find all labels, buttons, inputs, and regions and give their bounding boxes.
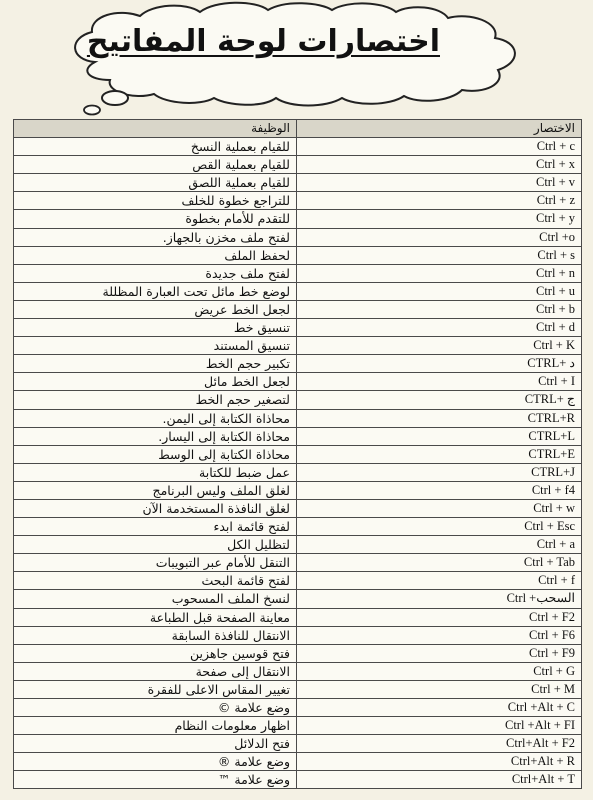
- shortcut-cell: Ctrl +Alt + C: [297, 699, 582, 717]
- shortcut-cell: Ctrl + M: [297, 680, 582, 698]
- table-row: [14, 409, 582, 427]
- table-row: [14, 156, 582, 174]
- function-cell: للقيام بعملية النسخ: [14, 138, 297, 156]
- shortcut-cell: Ctrl + G: [297, 662, 582, 680]
- function-cell: محاذاة الكتابة إلى الوسط: [14, 445, 297, 463]
- shortcuts-table: [13, 119, 582, 789]
- table-row: [14, 554, 582, 572]
- function-cell: للتراجع خطوة للخلف: [14, 192, 297, 210]
- shortcut-cell: Ctrl + z: [297, 192, 582, 210]
- shortcut-cell: Ctrl + d: [297, 319, 582, 337]
- shortcut-cell: Ctrl + y: [297, 210, 582, 228]
- shortcut-cell: Ctrl + F9: [297, 644, 582, 662]
- table-row: [14, 735, 582, 753]
- shortcut-cell: CTRL+L: [297, 427, 582, 445]
- table-row: [14, 246, 582, 264]
- function-cell: محاذاة الكتابة إلى اليسار.: [14, 427, 297, 445]
- shortcut-cell: Ctrl +Alt + FI: [297, 717, 582, 735]
- table-row: [14, 499, 582, 517]
- shortcut-cell: د +CTRL: [297, 355, 582, 373]
- shortcut-cell: Ctrl + a: [297, 536, 582, 554]
- table-row: [14, 282, 582, 300]
- table-row: [14, 337, 582, 355]
- function-cell: الانتقال للنافذة السابقة: [14, 626, 297, 644]
- function-cell: تنسيق خط: [14, 319, 297, 337]
- table-row: [14, 463, 582, 481]
- function-cell: لتصغير حجم الخط: [14, 391, 297, 409]
- table-row: [14, 210, 582, 228]
- function-cell: وضع علامة ™: [14, 771, 297, 789]
- table-row: [14, 699, 582, 717]
- shortcut-cell: Ctrl + b: [297, 300, 582, 318]
- shortcut-cell: Ctrl + x: [297, 156, 582, 174]
- function-cell: لوضع خط مائل تحت العبارة المظللة: [14, 282, 297, 300]
- table-row: [14, 427, 582, 445]
- shortcut-cell: Ctrl + f: [297, 572, 582, 590]
- function-cell: لغلق الملف وليس البرنامج: [14, 481, 297, 499]
- table-row: [14, 228, 582, 246]
- function-cell: اظهار معلومات النظام: [14, 717, 297, 735]
- page-title: اختصارات لوحة المفاتيح: [86, 24, 440, 59]
- function-cell: فتح الدلائل: [14, 735, 297, 753]
- title-cloud: [0, 0, 593, 118]
- table-row: [14, 355, 582, 373]
- function-cell: لتظليل الكل: [14, 536, 297, 554]
- function-cell: عمل ضبط للكتابة: [14, 463, 297, 481]
- shortcut-cell: Ctrl + F2: [297, 608, 582, 626]
- function-cell: لنسخ الملف المسحوب: [14, 590, 297, 608]
- function-cell: للقيام بعملية اللصق: [14, 174, 297, 192]
- shortcut-cell: CTRL+J: [297, 463, 582, 481]
- shortcut-cell: Ctrl + w: [297, 499, 582, 517]
- table-row: [14, 572, 582, 590]
- table-row: [14, 300, 582, 318]
- function-cell: لغلق النافذة المستخدمة الآن: [14, 499, 297, 517]
- shortcut-cell: Ctrl + I: [297, 373, 582, 391]
- table-header-row: [14, 120, 582, 138]
- function-cell: لجعل الخط عريض: [14, 300, 297, 318]
- table-row: [14, 373, 582, 391]
- shortcut-cell: Ctrl+Alt + R: [297, 753, 582, 771]
- table-row: [14, 192, 582, 210]
- shortcut-cell: Ctrl +o: [297, 228, 582, 246]
- shortcut-cell: Ctrl + Esc: [297, 518, 582, 536]
- table-row: [14, 717, 582, 735]
- function-cell: للقيام بعملية القص: [14, 156, 297, 174]
- function-cell: لفتح قائمة ابدء: [14, 518, 297, 536]
- function-cell: فتح قوسين جاهزين: [14, 644, 297, 662]
- shortcut-cell: Ctrl + c: [297, 138, 582, 156]
- table-row: [14, 319, 582, 337]
- function-cell: تنسيق المستند: [14, 337, 297, 355]
- shortcut-cell: Ctrl + F6: [297, 626, 582, 644]
- table-row: [14, 138, 582, 156]
- table-row: [14, 608, 582, 626]
- function-cell: لجعل الخط مائل: [14, 373, 297, 391]
- table-row: [14, 626, 582, 644]
- table-row: [14, 391, 582, 409]
- table-row: [14, 753, 582, 771]
- shortcut-cell: ج +CTRL: [297, 391, 582, 409]
- shortcut-cell: Ctrl+Alt + T: [297, 771, 582, 789]
- shortcut-cell: Ctrl + Tab: [297, 554, 582, 572]
- table-row: [14, 264, 582, 282]
- shortcut-cell: CTRL+R: [297, 409, 582, 427]
- function-cell: وضع علامة ®: [14, 753, 297, 771]
- function-cell: محاذاة الكتابة إلى اليمن.: [14, 409, 297, 427]
- table-row: [14, 518, 582, 536]
- shortcut-cell: Ctrl + s: [297, 246, 582, 264]
- shortcut-cell: Ctrl + f4: [297, 481, 582, 499]
- shortcut-cell: Ctrl + v: [297, 174, 582, 192]
- function-cell: الانتقال إلى صفحة: [14, 662, 297, 680]
- function-cell: لفتح قائمة البحث: [14, 572, 297, 590]
- table-row: [14, 445, 582, 463]
- shortcut-cell: السحب+ Ctrl: [297, 590, 582, 608]
- header-shortcut: الاختصار: [297, 120, 582, 138]
- shortcut-cell: Ctrl + n: [297, 264, 582, 282]
- header-function: الوظيفة: [14, 120, 297, 138]
- function-cell: وضع علامة ©: [14, 699, 297, 717]
- table-row: [14, 680, 582, 698]
- shortcut-cell: Ctrl + K: [297, 337, 582, 355]
- table-row: [14, 590, 582, 608]
- table-row: [14, 481, 582, 499]
- function-cell: للتقدم للأمام بخطوة: [14, 210, 297, 228]
- function-cell: لحفظ الملف: [14, 246, 297, 264]
- shortcut-cell: CTRL+E: [297, 445, 582, 463]
- function-cell: لفتح ملف جديدة: [14, 264, 297, 282]
- function-cell: تغيير المقاس الاعلى للفقرة: [14, 680, 297, 698]
- shortcut-cell: Ctrl+Alt + F2: [297, 735, 582, 753]
- function-cell: معاينة الصفحة قبل الطباعة: [14, 608, 297, 626]
- table-row: [14, 662, 582, 680]
- function-cell: التنقل للأمام عبر التبويبات: [14, 554, 297, 572]
- table-row: [14, 771, 582, 789]
- function-cell: لفتح ملف مخزن بالجهاز.: [14, 228, 297, 246]
- table-row: [14, 536, 582, 554]
- table-row: [14, 644, 582, 662]
- function-cell: تكبير حجم الخط: [14, 355, 297, 373]
- shortcut-cell: Ctrl + u: [297, 282, 582, 300]
- table-row: [14, 174, 582, 192]
